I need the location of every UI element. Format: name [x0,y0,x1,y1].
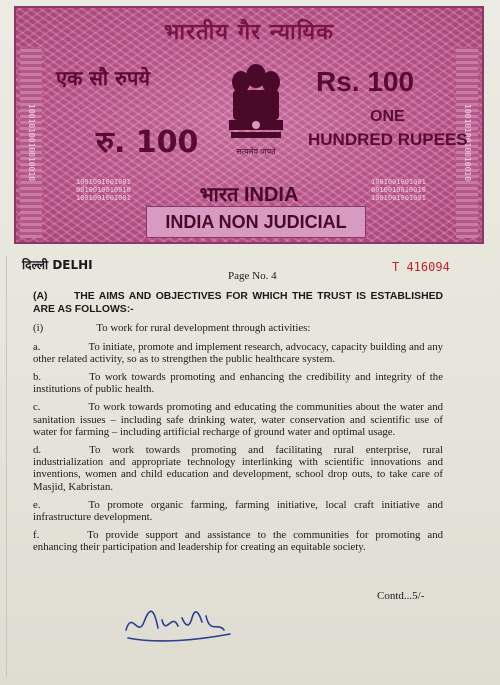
stamp-amount-hindi-numeric: रु. 100 [96,125,199,160]
stamp-title-hindi: भारतीय गैर न्यायिक [163,20,335,45]
ashoka-emblem-icon [221,58,291,168]
list-item-label: b. [33,371,42,384]
page-number: Page No. 4 [228,270,277,282]
list-item [33,341,443,365]
list-item-text: To work towards promoting and educating the communities about the water and sanitation issues – including safe drinking water, water conservation and scientific use of water for farming – including artificial recharge of ground water and optimal usage. [33,401,443,438]
location-label: दिल्ली DELHI [22,258,93,272]
stamp-side-strip-right: 1001010010010010 [456,48,478,238]
non-judicial-stamp [14,6,484,244]
list-item-text: To promote organic farming, farming initiative, local craft initiative and infrastructure development. [33,498,443,524]
list-item [33,401,443,438]
list-item [33,371,443,395]
list-item-text: To initiate, promote and implement research, advocacy, capacity building and any other related activity, so as to strengthen the public healthcare system. [33,340,443,365]
list-item [33,529,443,553]
list-item-label: e. [33,498,41,511]
list-item-text: To work towards promoting and facilitating rural enterprise, rural industrialization and appropriate technology interlinking with scientific innovations and inventions, women and child education and development, school drop outs, to take care of Masjid, Kabristan. [33,444,443,493]
list-item-label: d. [33,444,42,457]
stamp-amount-rs: Rs. 100 [316,66,415,97]
subsection-i-text: To work for rural development through activities: [96,322,311,335]
stamp-microtext-left: 1001001001001 0010010010010 1001001001001 [76,178,131,202]
list-item-text: To provide support and assistance to the communities for promoting and enhancing their participation and leadership for creating an equitable society. [33,529,443,554]
list-item [33,444,443,493]
section-heading-text: THE AIMS AND OBJECTIVES FOR WHICH THE TRUST IS ESTABLISHED ARE AS FOLLOWS:- [33,291,444,316]
subsection-i [33,322,443,334]
margin-line [6,256,7,676]
stamp-non-judicial-label: INDIA NON JUDICIAL [146,206,366,238]
stamp-bharat-india: भारत INDIA [199,184,299,206]
section-heading [33,290,443,316]
emblem-motto: सत्यमेव जयते [236,147,276,156]
stamp-side-strip-left: 1001010010010010 [20,48,42,238]
subsection-i-label: (i) [33,322,44,335]
stamp-serial-number: T 416094 [392,260,450,274]
list-item-label: f. [33,529,40,542]
document-body [33,290,443,560]
list-item-text: To work towards promoting and enhancing the credibility and integrity of the institutions of public health. [33,371,443,396]
section-heading-label: (A) [33,291,48,302]
handwritten-signature [118,600,238,650]
stamp-amount-words-one: ONE [370,108,405,125]
continuation-note: Contd...5/- [377,590,425,602]
list-item-label: a. [33,340,41,353]
list-item-label: c. [33,401,41,414]
stamp-amount-hindi: एक सौ रुपये [56,66,150,90]
stamp-amount-words-hundred: HUNDRED RUPEES [308,130,468,149]
list-item [33,499,443,523]
stamp-microtext-right: 1001001001001 0010010010010 1001001001001 [371,178,426,202]
